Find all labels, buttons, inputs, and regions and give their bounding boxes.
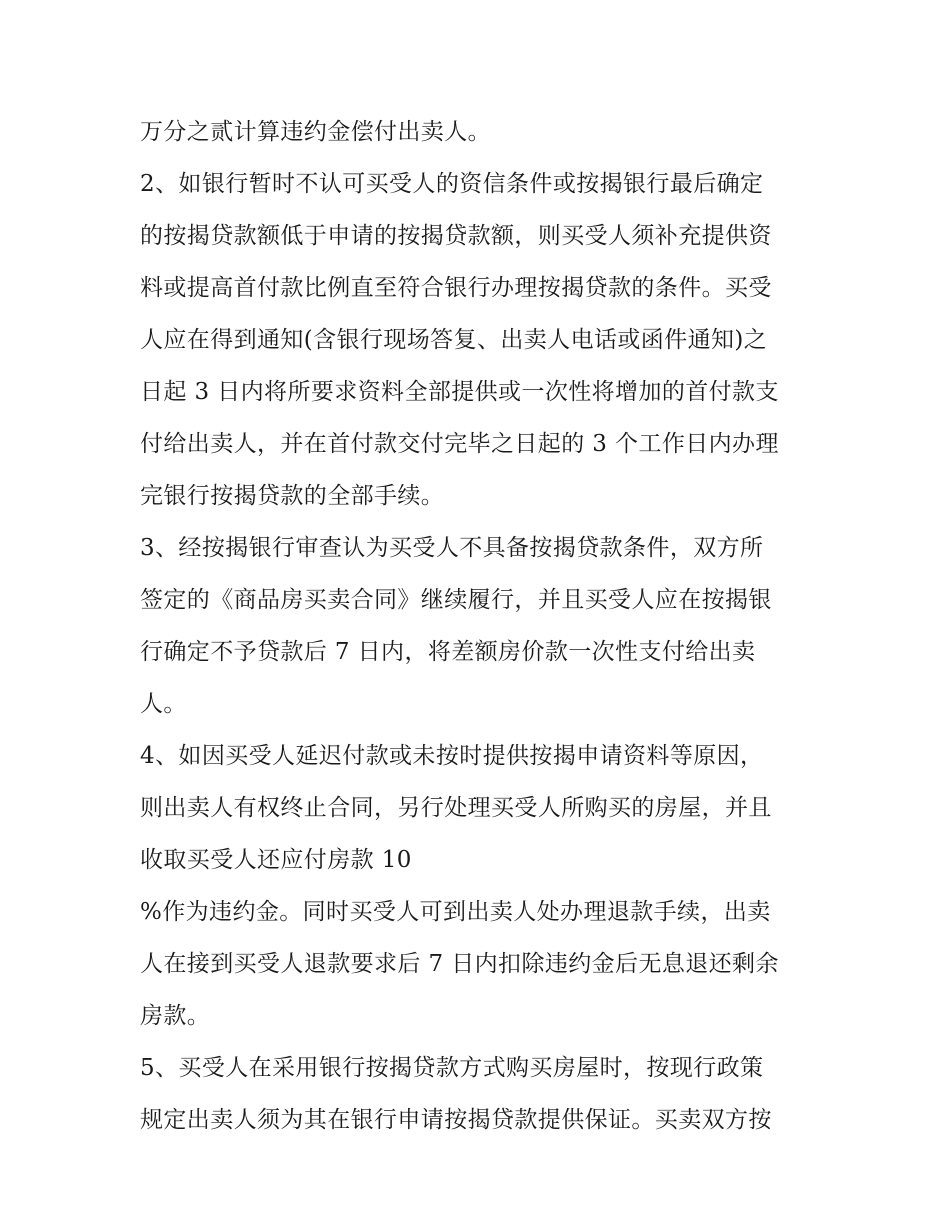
text-line: 2、如银行暂时不认可买受人的资信条件或按揭银行最后确定 [140,171,764,197]
text-line: 4、如因买受人延迟付款或未按时提供按揭申请资料等原因， [140,743,764,769]
text-line: 规定出卖人须为其在银行申请按揭贷款提供保证。买卖双方按 [140,1107,772,1133]
text-line: 5、买受人在采用银行按揭贷款方式购买房屋时，按现行政策 [140,1055,764,1081]
text-line: 料或提高首付款比例直至符合银行办理按揭贷款的条件。买受 [140,275,772,301]
text-line: 房款。 [140,1003,211,1029]
document-body [140,106,820,1146]
text-line: 3、经按揭银行审查认为买受人不具备按揭贷款条件，双方所 [140,535,764,561]
text-line: 则出卖人有权终止合同，另行处理买受人所购买的房屋，并且 [140,795,772,821]
text-line: 收取买受人还应付房款 10 [140,847,412,873]
text-line: 行确定不予贷款后 7 日内，将差额房价款一次性支付给出卖 [140,639,756,665]
text-line: 完银行按揭贷款的全部手续。 [140,483,445,509]
text-line: 日起 3 日内将所要求资料全部提供或一次性将增加的首付款支 [140,379,779,405]
text-line: 万分之贰计算违约金偿付出卖人。 [140,119,491,145]
text-line: 签定的《商品房买卖合同》继续履行，并且买受人应在按揭银 [140,587,772,613]
text-line: 人在接到买受人退款要求后 7 日内扣除违约金后无息退还剩余 [140,951,779,977]
text-line: 人。 [140,691,187,717]
text-line: 人应在得到通知(含银行现场答复、出卖人电话或函件通知)之 [140,327,768,353]
text-line: 付给出卖人，并在首付款交付完毕之日起的 3 个工作日内办理 [140,431,779,457]
text-line: %作为违约金。同时买受人可到出卖人处办理退款手续，出卖 [140,899,771,925]
text-line: 的按揭贷款额低于申请的按揭贷款额，则买受人须补充提供资 [140,223,772,249]
